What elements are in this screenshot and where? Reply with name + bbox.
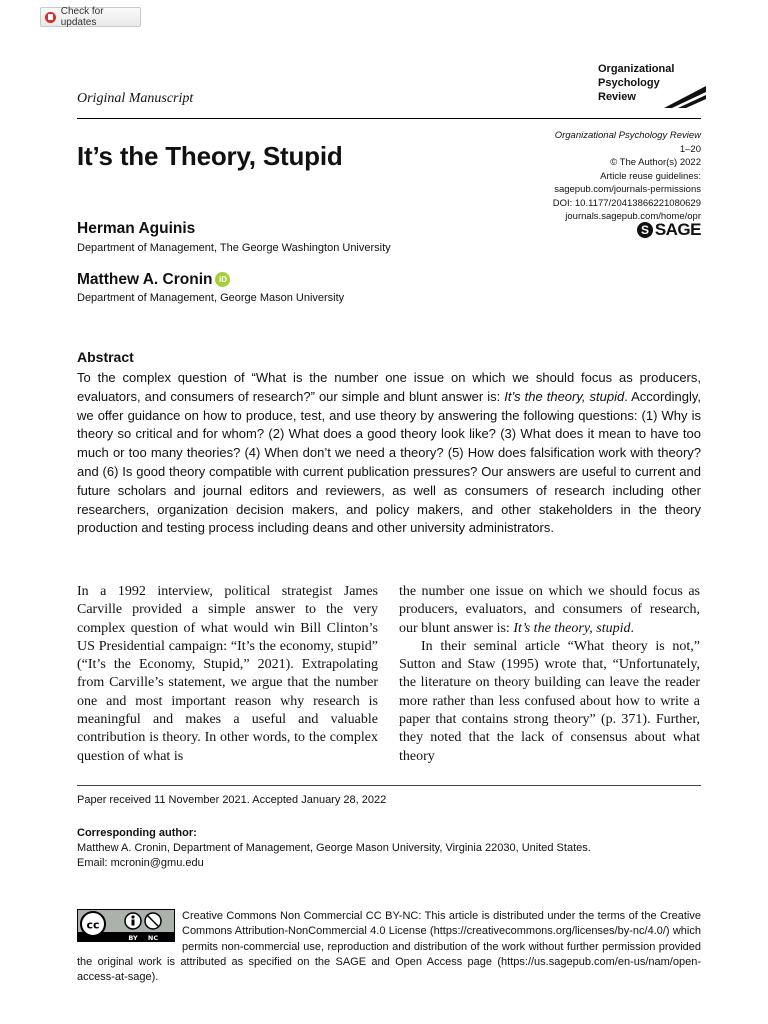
journal-logo-line-1: Organizational <box>598 63 675 75</box>
author-affiliation-1: Department of Management, The George Washington University <box>77 242 391 254</box>
check-for-updates-button[interactable] <box>40 7 141 27</box>
author-name-2: Matthew A. Cronin <box>77 271 213 288</box>
meta-doi[interactable]: DOI: 10.1177/20413866221080629 <box>552 197 701 209</box>
author-affiliation-2: Department of Management, George Mason University <box>77 292 345 304</box>
cc-badge-cc-label: cc <box>86 918 100 932</box>
meta-pages: 1–20 <box>679 143 701 155</box>
body-paragraph-1-text: the number one issue on which we should focus as producers, evaluators, and consumers of research, our blunt answer is: <box>399 584 700 636</box>
check-for-updates-label: Check for updates <box>60 6 104 28</box>
orcid-icon[interactable]: iD <box>215 272 230 287</box>
abstract-heading: Abstract <box>77 349 134 365</box>
body-paragraph-1-end: . <box>630 620 635 636</box>
journal-logo <box>598 62 708 112</box>
corresponding-author-details <box>77 841 591 870</box>
license-text: Creative Commons Non Commercial CC BY-NC: This article is distributed under the terms of the Creative Commons Attribution-NonCommercial 4.0 License (https://creativecommons.org/licenses/by-nc/4.0/) which permits non-commercial use, reproduction and distribution of the work without further permission provided the original work is attributed as specified on the SAGE and Open Access page (https://us.sagepub.com/en-us/nam/open-access-at-sage). <box>77 910 701 984</box>
journal-logo-mark-icon <box>660 82 706 108</box>
body-left-column <box>77 583 378 766</box>
abstract-text-emphasis: It’s the theory, stupid <box>504 388 625 404</box>
publisher-logo <box>637 220 701 240</box>
abstract-text <box>77 369 701 538</box>
abstract-text-part-2: . Accordingly, we offer guidance on how to produce, test, and use theory by answering the following questions: (1) Why is theory so critical and for whom? (2) What does a good theory look like? (3) What does it mean to have too much or too many theories? (4) When don’t we need a theory? (5) How does falsification work with theory? and (6) Is good theory compatible with current publication pressures? Our answers are useful to current and future scholars and journal editors and reviewers, as well as consumers of research including other researchers, organization decision makers, and policy makers, and other stakeholders in the theory production and testing process including deans and other university administrators. <box>77 388 701 536</box>
publisher-name: SAGE <box>654 220 701 239</box>
author-name-1: Herman Aguinis <box>77 220 196 237</box>
cc-badge-by-label: BY <box>128 934 138 942</box>
meta-journal-link[interactable]: journals.sagepub.com/home/opr <box>565 211 701 222</box>
corresponding-author-address: Matthew A. Cronin, Department of Management, George Mason University, Virginia 22030, United States. <box>77 842 591 854</box>
article-title: It’s the Theory, Stupid <box>77 141 343 171</box>
meta-reuse-link[interactable]: sagepub.com/journals-permissions <box>554 184 701 195</box>
journal-logo-line-2: Psychology <box>598 77 660 89</box>
cc-by-nc-badge[interactable] <box>77 909 182 943</box>
meta-journal: Organizational Psychology Review <box>554 130 701 141</box>
meta-copyright: © The Author(s) 2022 <box>610 157 701 168</box>
section-label: Original Manuscript <box>77 91 194 106</box>
body-paragraph-1: In a 1992 interview, political strategist James Carville provided a simple answer to the very complex question of what would win Bill Clinton’s US Presidential campaign: “It’s the economy, stupid” (“It’s the Economy, Stupid,” 2021). Extrapolating from Carville’s statement, we argue that the number one and most important reason why research is meaningful and makes a useful and valuable contribution is theory. In other words, to the complex question of what is <box>77 584 378 764</box>
body-paragraph-1-continued <box>399 583 700 638</box>
cc-license-icon <box>77 909 175 942</box>
received-dates: Paper received 11 November 2021. Accepted January 28, 2022 <box>77 794 387 806</box>
journal-logo-line-3: Review <box>598 91 636 103</box>
footnote-rule <box>77 785 701 786</box>
body-paragraph-1-emphasis: It’s the theory, stupid <box>513 620 631 636</box>
article-meta <box>553 129 701 224</box>
corresponding-author-email[interactable]: Email: mcronin@gmu.edu <box>77 856 204 869</box>
abstract-text-part-1: To the complex question of “What is the number one issue on which we should focus as producers, evaluators, and consumers of research?” our simple and blunt answer is: <box>77 370 701 404</box>
corresponding-author-heading: Corresponding author: <box>77 827 197 839</box>
bookmark-icon <box>45 12 56 23</box>
body-right-column <box>399 583 700 766</box>
cc-badge-nc-label: NC <box>147 934 159 942</box>
license-block <box>77 909 701 985</box>
sage-s-icon: S <box>637 222 653 238</box>
meta-reuse: Article reuse guidelines: <box>600 170 701 182</box>
header-rule <box>77 118 701 119</box>
body-paragraph-2: In their seminal article “What theory is not,” Sutton and Staw (1995) wrote that, “Unfortunately, the literature on theory building can leave the reader more rather than less confused about how to write a paper that contains strong theory” (p. 371). Further, they noted that the lack of consensus about what theory <box>399 638 700 764</box>
author-2 <box>77 271 230 289</box>
